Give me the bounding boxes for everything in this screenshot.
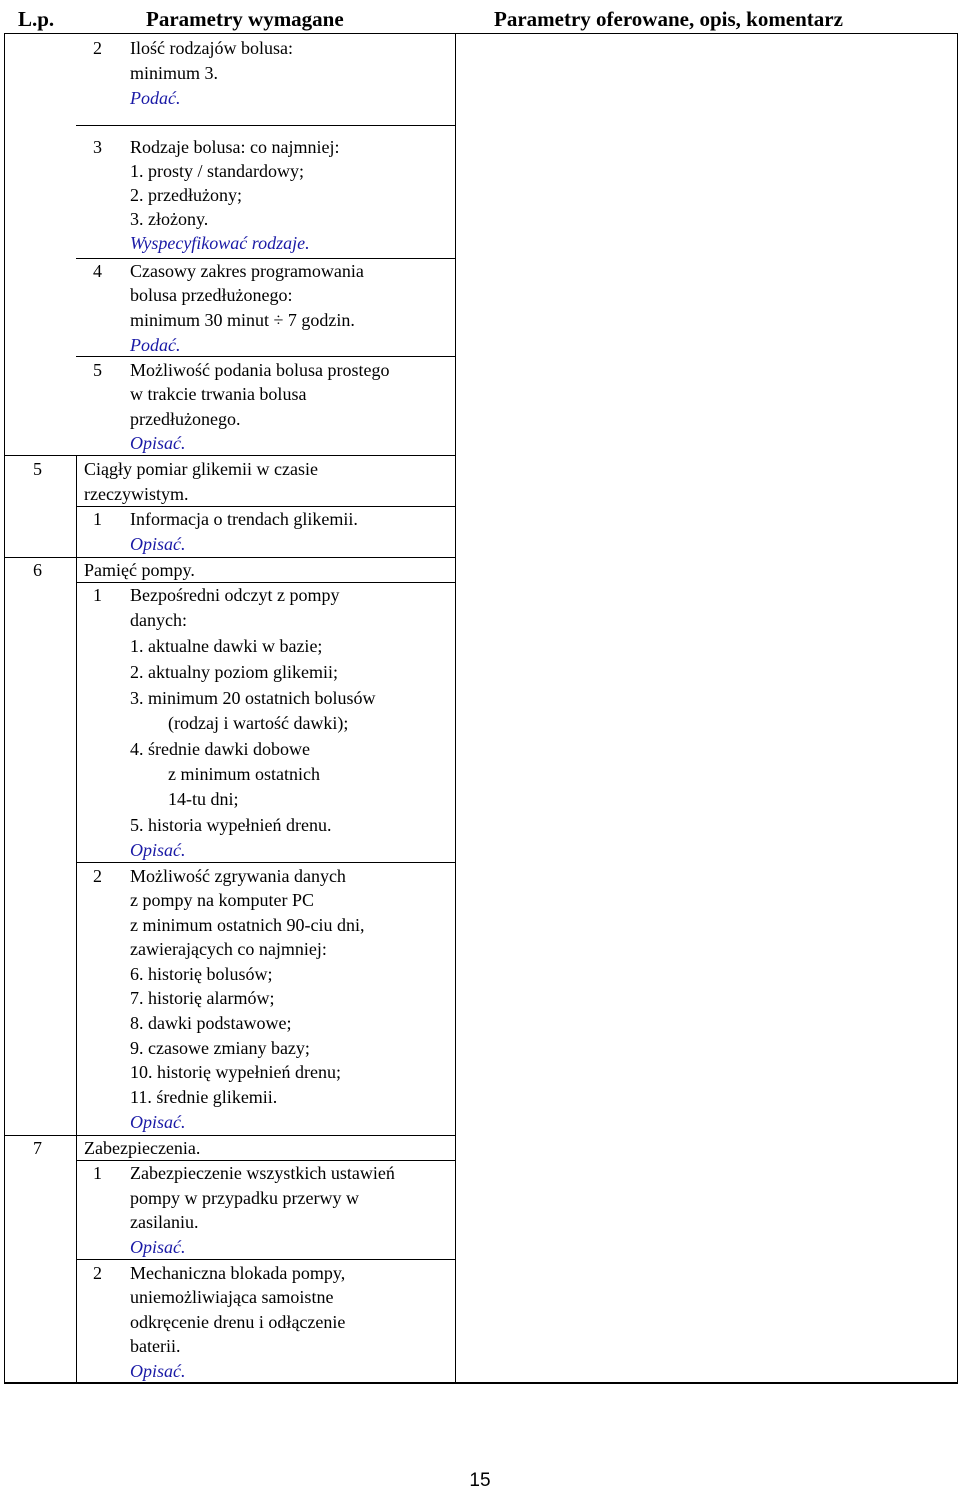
item-text: Czasowy zakres programowania [130,261,364,281]
list-item-continued: (rodzaj i wartość dawki); [168,713,349,733]
section-title: Pamięć pompy. [84,560,195,580]
row-separator [4,557,456,558]
table-border-right [957,33,958,1383]
item-text: w trakcie trwania bolusa [130,384,307,404]
row-separator [76,862,456,863]
item-number: 2 [93,866,102,886]
list-item-continued: 14-tu dni; [168,789,239,809]
header-required-params: Parametry wymagane [146,7,344,31]
item-text: danych: [130,610,187,630]
row-separator [76,506,456,507]
section-number: 7 [33,1138,42,1158]
item-text: Mechaniczna blokada pompy, [130,1263,346,1283]
list-item: 6. historię bolusów; [130,964,273,984]
instruction-text: Podać. [130,88,181,108]
list-item: 1. aktualne dawki w bazie; [130,636,323,656]
item-text: baterii. [130,1336,181,1356]
item-text: uniemożliwiająca samoistne [130,1287,334,1307]
item-number: 5 [93,360,102,380]
list-item: 2. aktualny poziom glikemii; [130,662,338,682]
list-item: 10. historię wypełnień drenu; [130,1062,341,1082]
item-number: 4 [93,261,102,281]
item-text: Ilość rodzajów bolusa: [130,38,293,58]
list-item: 2. przedłużony; [130,185,242,205]
column-divider-main [455,33,456,1383]
table-border-bottom [4,1382,958,1384]
row-separator [76,1160,456,1161]
instruction-text: Opisać. [130,1361,186,1381]
row-separator [76,258,456,259]
item-text: z minimum ostatnich 90-ciu dni, [130,915,365,935]
item-number: 3 [93,137,102,157]
header-offered-params: Parametry oferowane, opis, komentarz [494,7,843,31]
list-item-continued: z minimum ostatnich [168,764,320,784]
item-text: odkręcenie drenu i odłączenie [130,1312,346,1332]
header-lp: L.p. [18,7,55,31]
list-item: 7. historię alarmów; [130,988,275,1008]
section-number: 6 [33,560,42,580]
item-text: Możliwość podania bolusa prostego [130,360,390,380]
instruction-text: Opisać. [130,840,186,860]
list-item: 8. dawki podstawowe; [130,1013,292,1033]
item-text: Rodzaje bolusa: co najmniej: [130,137,340,157]
item-text: Zabezpieczenie wszystkich ustawień [130,1163,395,1183]
item-text: przedłużonego. [130,409,241,429]
item-number: 2 [93,1263,102,1283]
list-item: 9. czasowe zmiany bazy; [130,1038,310,1058]
item-text: bolusa przedłużonego: [130,285,293,305]
list-item: 11. średnie glikemii. [130,1087,278,1107]
item-text: z pompy na komputer PC [130,890,314,910]
row-separator [4,455,456,456]
item-number: 1 [93,1163,102,1183]
row-separator [76,125,456,126]
item-text: minimum 3. [130,63,219,83]
row-separator [4,1135,456,1136]
list-item: 3. minimum 20 ostatnich bolusów [130,688,376,708]
row-separator [76,356,456,357]
item-text: Informacja o trendach glikemii. [130,509,358,529]
item-number: 2 [93,38,102,58]
item-text: zawierających co najmniej: [130,939,327,959]
row-separator [76,582,456,583]
item-text: minimum 30 minut ÷ 7 godzin. [130,310,355,330]
section-title: Ciągły pomiar glikemii w czasie [84,459,318,479]
instruction-text: Opisać. [130,1112,186,1132]
instruction-text: Podać. [130,335,181,355]
instruction-text: Opisać. [130,433,186,453]
column-divider-lp [76,455,77,1383]
instruction-text: Opisać. [130,534,186,554]
item-text: zasilaniu. [130,1212,199,1232]
item-text: Bezpośredni odczyt z pompy [130,585,340,605]
list-item: 1. prosty / standardowy; [130,161,304,181]
page-number: 15 [469,1470,491,1491]
section-number: 5 [33,459,42,479]
item-number: 1 [93,585,102,605]
row-separator [76,1259,456,1260]
list-item: 5. historia wypełnień drenu. [130,815,332,835]
table-border-top [4,33,958,34]
instruction-text: Opisać. [130,1237,186,1257]
instruction-text: Wyspecyfikować rodzaje. [130,233,310,253]
list-item: 3. złożony. [130,209,209,229]
section-title: rzeczywistym. [84,484,189,504]
item-number: 1 [93,509,102,529]
list-item: 4. średnie dawki dobowe [130,739,310,759]
item-text: Możliwość zgrywania danych [130,866,346,886]
table-border-left [4,33,5,1383]
item-text: pompy w przypadku przerwy w [130,1188,359,1208]
section-title: Zabezpieczenia. [84,1138,201,1158]
